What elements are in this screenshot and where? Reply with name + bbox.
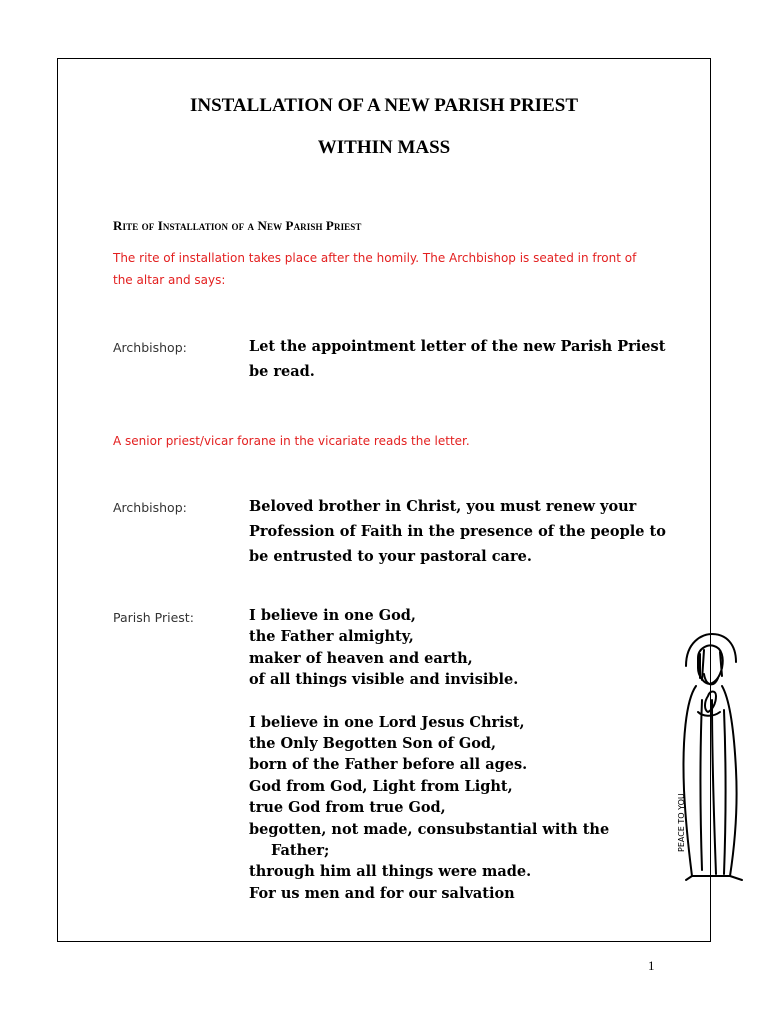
saint-illustration bbox=[668, 630, 752, 884]
creed-line: born of the Father before all ages. bbox=[249, 756, 528, 774]
illustration-caption: PEACE TO YOU bbox=[677, 793, 686, 852]
creed-line: For us men and for our salvation bbox=[249, 884, 515, 902]
speaker-label: Archbishop: bbox=[113, 500, 187, 515]
creed-line: God from God, Light from Light, bbox=[249, 777, 513, 795]
creed-line: through him all things were made. bbox=[249, 863, 532, 881]
speaker-label: Archbishop: bbox=[113, 340, 187, 355]
speech-line: be entrusted to your pastoral care. bbox=[249, 548, 532, 565]
creed-line: I believe in one God, bbox=[249, 607, 416, 624]
speech-block bbox=[249, 494, 666, 569]
creed-line: I believe in one Lord Jesus Christ, bbox=[249, 713, 525, 731]
rubric-line: the altar and says: bbox=[113, 273, 226, 287]
creed-text bbox=[249, 605, 609, 904]
speech-line: Profession of Faith in the presence of the people to bbox=[249, 523, 666, 540]
creed-line: the Father almighty, bbox=[249, 628, 414, 646]
speaker-label: Parish Priest: bbox=[113, 610, 194, 625]
speech-block bbox=[249, 334, 665, 384]
speech-line: Let the appointment letter of the new Parish Priest bbox=[249, 338, 666, 355]
page-number: 1 bbox=[648, 958, 655, 973]
rubric-line: The rite of installation takes place after the homily. The Archbishop is seated in front of bbox=[113, 251, 637, 265]
creed-line: the Only Begotten Son of God, bbox=[249, 735, 497, 753]
speech-line: Beloved brother in Christ, you must renew your bbox=[249, 498, 637, 515]
rubric-instruction: A senior priest/vicar forane in the vicariate reads the letter. bbox=[113, 434, 470, 448]
creed-line: begotten, not made, consubstantial with the bbox=[249, 820, 610, 838]
creed-stanza-break bbox=[249, 691, 609, 712]
document-subtitle: WITHIN MASS bbox=[317, 137, 451, 158]
document-title: INSTALLATION OF A NEW PARISH PRIEST bbox=[189, 95, 578, 116]
speech-line: be read. bbox=[249, 363, 315, 380]
creed-line: true God from true God, bbox=[249, 799, 446, 817]
creed-line: of all things visible and invisible. bbox=[249, 671, 519, 689]
creed-line: Father; bbox=[271, 842, 330, 860]
creed-line: maker of heaven and earth, bbox=[249, 649, 473, 667]
section-heading: Rite of Installation of a New Parish Priest bbox=[113, 218, 362, 233]
rubric-instruction bbox=[113, 247, 636, 291]
